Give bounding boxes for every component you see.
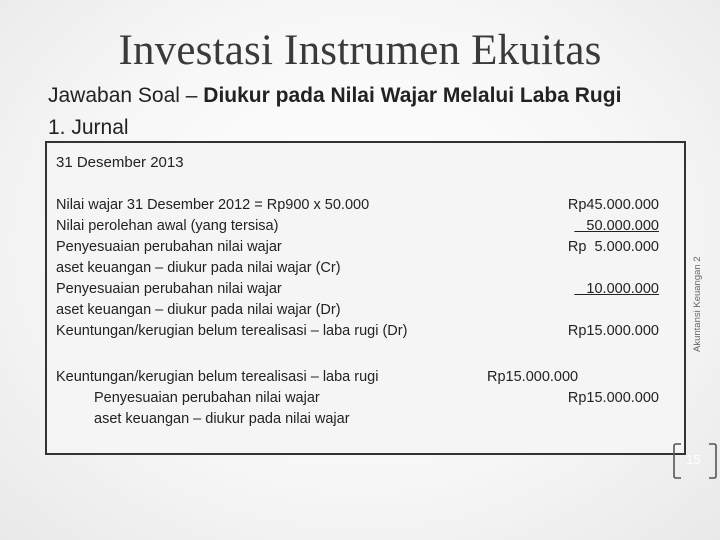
amount-adjustment-cr: Rp 5.000.000 <box>567 239 659 255</box>
subtitle-prefix: Jawaban Soal – <box>48 84 204 107</box>
subtitle-bold: Diukur pada Nilai Wajar Melalui Laba Rugi <box>203 84 622 107</box>
entry-debit-account: Keuntungan/kerugian belum terealisasi – laba rugi <box>56 369 379 385</box>
page-number: 15 <box>686 452 701 467</box>
calc-line: Penyesuaian perubahan nilai wajar <box>56 281 282 297</box>
entry-credit-amount: Rp15.000.000 <box>567 390 659 406</box>
slide-title: Investasi Instrumen Ekuitas <box>118 27 602 74</box>
amount-unrealized: Rp15.000.000 <box>567 323 659 339</box>
side-label: Akuntansi Keuangan 2 <box>692 256 703 352</box>
calc-line: aset keuangan – diukur pada nilai wajar (Cr) <box>56 260 341 276</box>
amount-adjustment-dr: 10.000.000 <box>574 281 659 297</box>
journal-date: 31 Desember 2013 <box>56 154 184 171</box>
calc-line: Keuntungan/kerugian belum terealisasi – laba rugi (Dr) <box>56 323 408 339</box>
calc-line: Nilai perolehan awal (yang tersisa) <box>56 218 279 234</box>
page-number-badge <box>672 442 718 480</box>
entry-credit-account-cont: aset keuangan – diukur pada nilai wajar <box>94 411 350 427</box>
amount-initial-cost: 50.000.000 <box>574 218 659 234</box>
calc-line: Penyesuaian perubahan nilai wajar <box>56 239 282 255</box>
entry-credit-account: Penyesuaian perubahan nilai wajar <box>94 390 320 406</box>
calc-line: aset keuangan – diukur pada nilai wajar (Dr) <box>56 302 341 318</box>
section-heading: 1. Jurnal <box>48 116 129 139</box>
slide-subtitle <box>48 84 621 108</box>
journal-box <box>45 141 686 455</box>
calc-line: Nilai wajar 31 Desember 2012 = Rp900 x 50.000 <box>56 197 370 213</box>
entry-debit-amount: Rp15.000.000 <box>487 369 579 385</box>
amount-fair-value: Rp45.000.000 <box>567 197 659 213</box>
